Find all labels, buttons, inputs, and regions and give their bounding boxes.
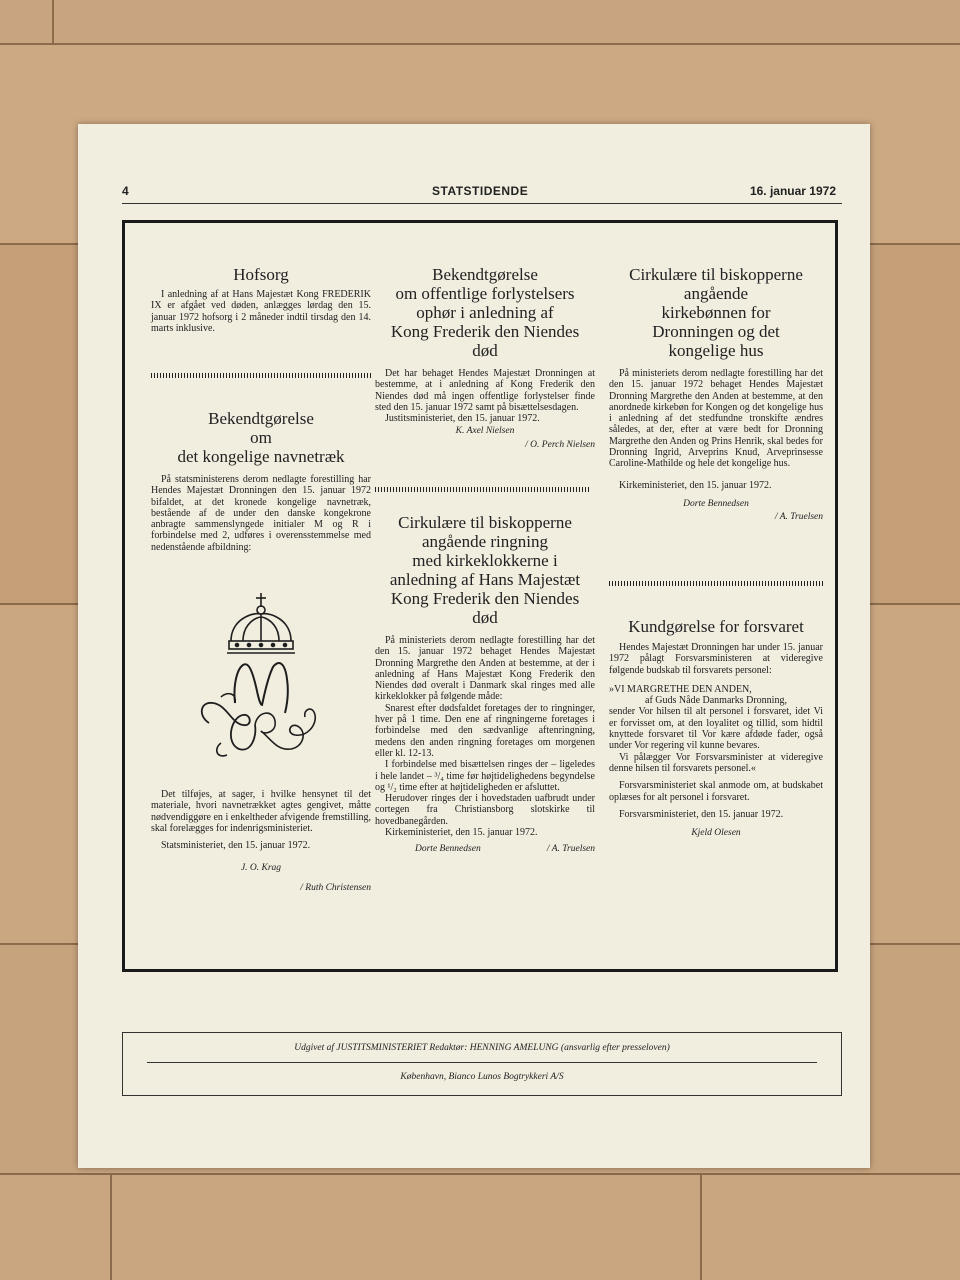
article-forlystelser [375, 265, 595, 451]
crowned-royal-monogram-MR-icon [191, 593, 331, 773]
countersignature: / O. Perch Nielsen [525, 439, 595, 450]
article-navnetraek [151, 409, 371, 553]
page-number: 4 [122, 184, 129, 198]
signature: Dorte Bennedsen [683, 498, 749, 509]
wood-plank [0, 0, 960, 44]
article-title-line: Kong Frederik den Niendes [390, 589, 580, 608]
article-title-line: angående ringning [421, 532, 549, 551]
wood-seam [0, 1173, 960, 1175]
signature: Dorte Bennedsen [415, 844, 481, 855]
article-body: Hendes Majestæt Dronningen har under 15. januar 1972 pålagt Forsvarsministeren at videregive følgende budskab til forsvarets personel: [609, 642, 823, 676]
quote-head: »VI MARGRETHE DEN ANDEN, [609, 683, 752, 695]
article-title-line: kirkebønnen for [661, 303, 771, 322]
masthead: STATSTIDENDE [432, 184, 529, 198]
countersignature: / A. Truelsen [774, 512, 823, 523]
wood-seam [700, 1174, 702, 1280]
newspaper-page [78, 124, 870, 1168]
countersignature: / Ruth Christensen [300, 882, 371, 893]
signature-row [375, 844, 595, 858]
article-title-line: død [472, 341, 498, 360]
wood-plank [0, 1174, 960, 1280]
quote-subhead: af Guds Nåde Danmarks Dronning, [645, 695, 787, 707]
article-body: Det har behaget Hendes Majestæt Dronningen at bestemme, at i anledning af Kong Frederik den Niendes død må ingen offentlige forlystelser finde sted den 15. januar 1972 samt på bisættelsesdagen. [375, 368, 595, 413]
article-title-line: Cirkulære til biskopperne [629, 265, 803, 284]
article-title-line: kongelige hus [668, 341, 764, 360]
signature: J. O. Krag [240, 863, 282, 874]
article-title-line: død [472, 608, 498, 627]
signature: Kjeld Olesen [691, 828, 741, 839]
quote-body: Vi pålægger Vor Forsvarsminister at videregive denne hilsen til forsvarets personel.« [609, 751, 823, 774]
article-body: Forsvarsministeriet skal anmode om, at budskabet oplæses for alt personel i forsvaret. [609, 780, 823, 803]
place-date: Justitsministeriet, den 15. januar 1972. [385, 413, 540, 425]
running-header [122, 184, 842, 204]
separator-rule [151, 373, 371, 378]
printer-line: København, Bianco Lunos Bogtrykkeri A/S [400, 1072, 564, 1082]
article-title: Hofsorg [233, 265, 289, 284]
imprint-rule [147, 1062, 817, 1063]
article-body: På ministeriets derom nedlagte forestilling har det den 15. januar 1972 behaget Hendes Majestæt Dronning Margrethe den Anden at bestemme, at der i anledning af Hans Majestæt Kong Frederik den Niendes død overalt i Danmark skal ringes med alle kirkeklokker på følgende måde: [375, 635, 595, 703]
wood-seam [110, 1174, 112, 1280]
header-rule [122, 203, 842, 204]
article-title-line: om offentlige forlystelsers [395, 284, 575, 303]
article-body: Det tilføjes, at sager, i hvilke hensynet til det materiale, hvori navnetrækket agtes gengivet, måtte nødvendiggøre en i enkeltheder afvigende fremstilling, skal forelægges for indenrigsministeriet. [151, 789, 371, 834]
article-title-line: om [250, 428, 272, 447]
article-body: Herudover ringes der i hovedstaden uafbrudt under cortegen fra Christiansborg slotskirke til hovedbanegården. [375, 793, 595, 827]
separator-rule [609, 581, 823, 586]
wood-seam [52, 0, 54, 44]
article-hofsorg [151, 265, 371, 334]
signature: K. Axel Nielsen [455, 426, 515, 437]
article-title-line: angående [683, 284, 749, 303]
place-date: Statsministeriet, den 15. januar 1972. [161, 840, 311, 852]
article-title-line: anledning af Hans Majestæt [389, 570, 581, 589]
article-forsvaret [609, 617, 823, 839]
article-title-line: med kirkeklokkerne i [412, 551, 558, 570]
article-ringning [375, 513, 595, 858]
article-kirkeboennen [609, 265, 823, 524]
article-title-line: Dronningen og det [652, 322, 780, 341]
article-body: I anledning af at Hans Majestæt Kong FREDERIK IX er afgået ved døden, anlægges lørdag den 15. januar 1972 hofsorg i 2 måneder indtil tirsdag den 14. marts inklusive. [151, 289, 371, 334]
countersignature: / A. Truelsen [546, 844, 595, 855]
publisher-line: Udgivet af JUSTITSMINISTERIET Redaktør: HENNING AMELUNG (ansvarlig efter presseloven) [294, 1043, 670, 1053]
separator-rule [375, 487, 589, 492]
issue-date: 16. januar 1972 [749, 184, 836, 198]
place-date: Forsvarsministeriet, den 15. januar 1972. [619, 808, 784, 820]
quote-body: sender Vor hilsen til alt personel i forsvaret, idet Vi er forvisset om, at den loyalitet og tillid, som hidtil knyttede forsvaret til Vor kære afdøde fader, også under Vor regering vil kunne bevares. [609, 706, 823, 752]
article-body: I forbindelse med bisættelsen ringes der – ligeledes i hele landet – ³/₄ time før højtidelighedens begyndelse og ¹/₂ time efter at højtideligheden er afsluttet. [375, 759, 595, 793]
article-title-line: Kong Frederik den Niendes [390, 322, 580, 341]
article-body: Snarest efter dødsfaldet foretages der to ringninger, hver på 1 time. Den ene af ringningerne foretages i forbindelse med den sædvanlige aftenringning, medens den anden ringning foretages om morgenen eller kl. 12-13. [375, 702, 595, 759]
article-body: På ministeriets derom nedlagte forestilling har det den 15. januar 1972 behaget Hendes Majestæt Dronning Margrethe den Anden at bestemme, at den anordnede kirkebøn for Kongen og det kongelige hus i anledning af det stedfundne tronskifte ændres således, at der, efter at være bedt for Dronning Margrethe den Anden og Prins Henrik, skal bedes for Dronning Ingrid, Arveprins Knud, Arveprinsesse Caroline-Mathilde og hele det kongelige hus. [609, 368, 823, 470]
article-navnetraek-cont [151, 789, 371, 894]
place-date: Kirkeministeriet, den 15. januar 1972. [385, 827, 538, 839]
article-title: Kundgørelse for forsvaret [628, 617, 804, 636]
article-title-line: Bekendtgørelse [432, 265, 538, 284]
article-title-line: det kongelige navnetræk [177, 447, 345, 466]
article-title-line: ophør i anledning af [416, 303, 554, 322]
imprint-box [122, 1032, 842, 1096]
mourning-frame [122, 220, 838, 972]
place-date: Kirkeministeriet, den 15. januar 1972. [619, 479, 772, 491]
article-title-line: Bekendtgørelse [208, 409, 314, 428]
wood-seam [0, 43, 960, 45]
article-title-line: Cirkulære til biskopperne [398, 513, 572, 532]
article-body: På statsministerens derom nedlagte forestilling har Hendes Majestæt Dronningen den 15. januar 1972 bifaldet, at det kronede kongelige navnetræk, bestående af de under den danske kongekrone anbragte sammenslyngede initialer M og R i forbindelse med 2, udføres i overensstemmelse med nedenstående afbildning: [151, 474, 371, 553]
